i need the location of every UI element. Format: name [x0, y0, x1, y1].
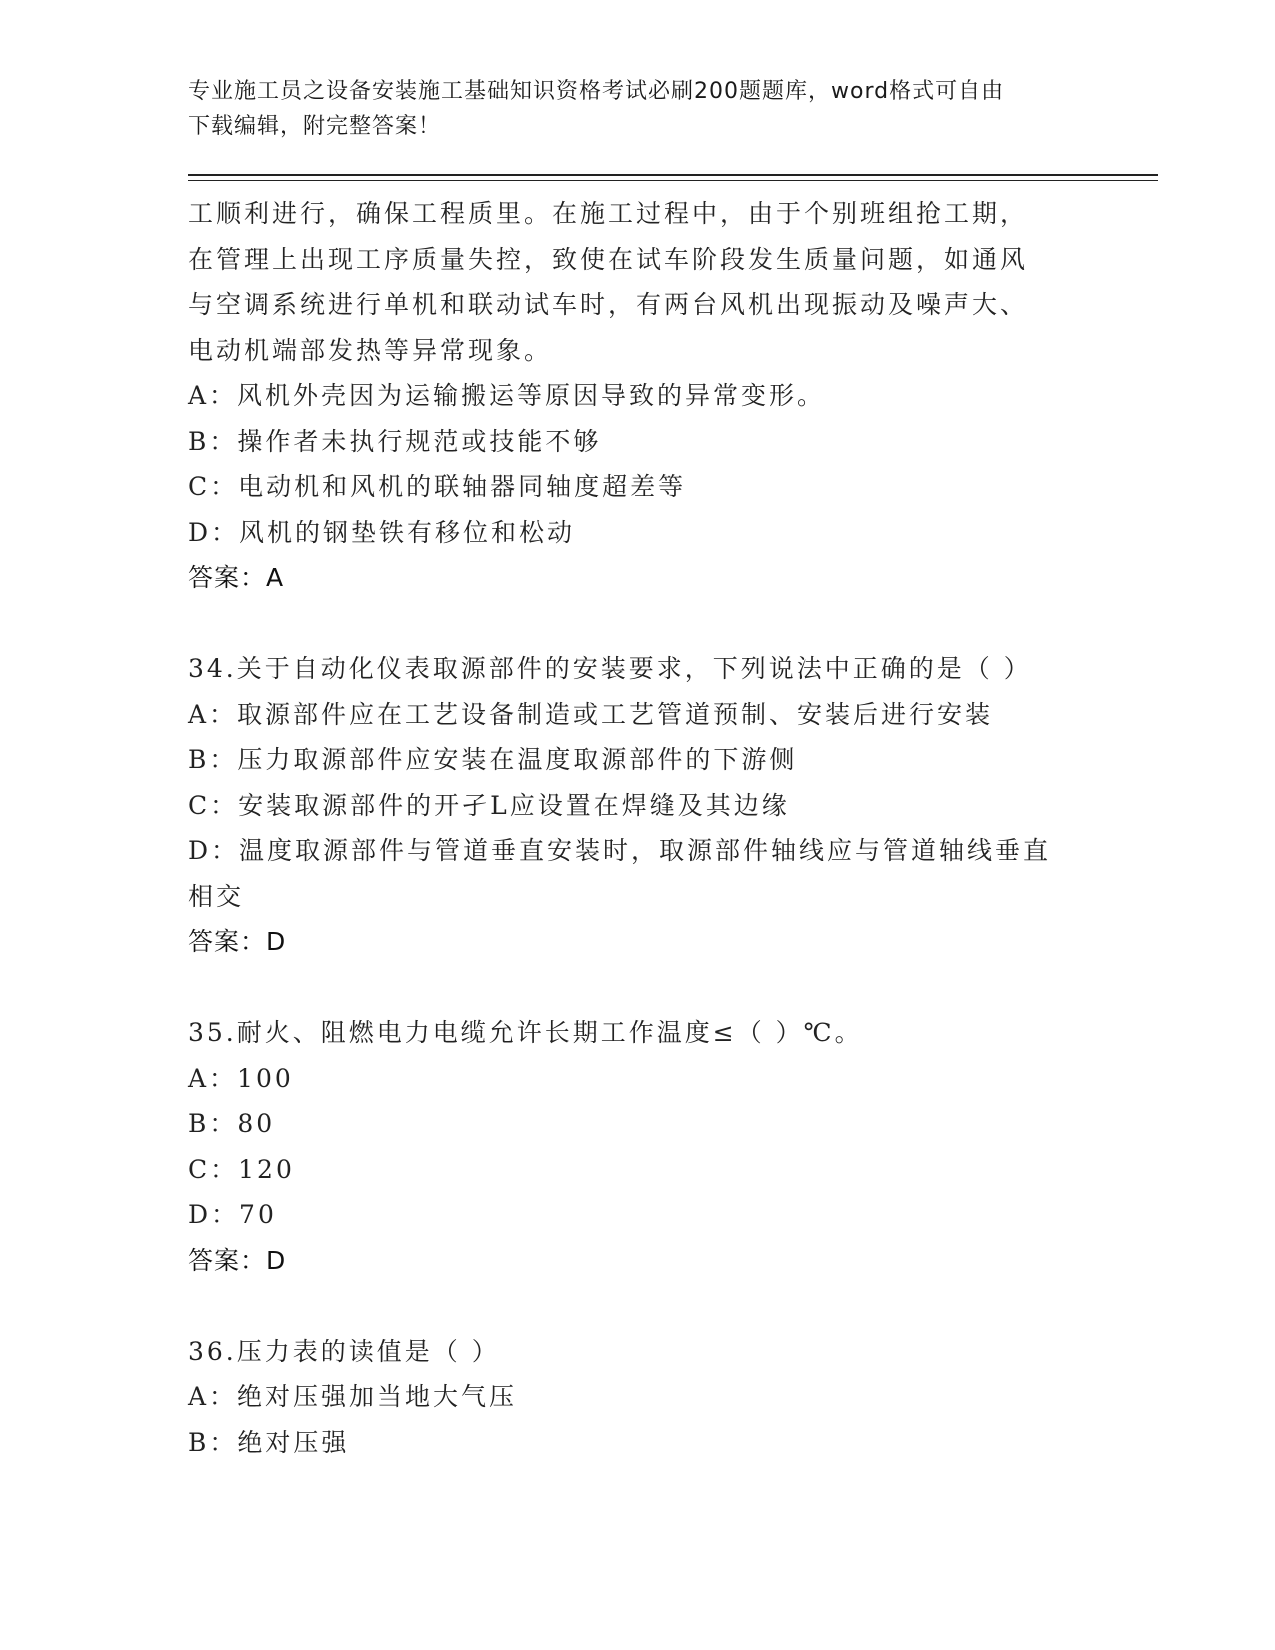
- option-d: D：风机的钢垫铁有移位和松动: [188, 517, 576, 547]
- option-a: A：风机外壳因为运输搬运等原因导致的异常变形。: [188, 381, 826, 410]
- option-d-continuation: 相交: [188, 881, 245, 911]
- header-title-line-1: 专业施工员之设备安装施工基础知识资格考试必刷200题题库，word格式可自由: [188, 79, 1005, 104]
- spacer: [188, 601, 1088, 647]
- question-34: [188, 646, 1088, 965]
- option-c: C：安装取源部件的开孑L应设置在焊缝及其边缘: [188, 790, 790, 820]
- header-rule-thick: [188, 174, 1158, 176]
- question-stem: 35.耐火、阻燃电力电缆允许长期工作温度≤（ ）℃。: [188, 1018, 863, 1047]
- question-stem-line: 在管理上出现工序质量失控，致使在试车阶段发生质量问题，如通风: [188, 244, 1029, 274]
- option-a: A：绝对压强加当地大气压: [188, 1382, 518, 1411]
- option-d: D：70: [188, 1200, 277, 1229]
- question-stem: 36.压力表的读值是（ ）: [188, 1336, 500, 1366]
- header-rule-thin: [188, 180, 1158, 181]
- option-c: C：电动机和风机的联轴器同轴度超差等: [188, 472, 687, 501]
- question-stem: 34.关于自动化仪表取源部件的安装要求，下列说法中正确的是（ ）: [188, 654, 1032, 683]
- option-b: B：80: [188, 1109, 276, 1138]
- option-b: B：压力取源部件应安装在温度取源部件的下游侧: [188, 745, 798, 774]
- question-35: [188, 1010, 1088, 1283]
- question-36: [188, 1329, 1088, 1466]
- answer-line: 答案：D: [188, 927, 287, 956]
- option-d: D：温度取源部件与管道垂直安装时，取源部件轴线应与管道轴线垂直: [188, 836, 1052, 865]
- option-a: A：100: [188, 1063, 294, 1093]
- spacer: [188, 1283, 1088, 1329]
- header-title-line-2: 下载编辑，附完整答案！: [188, 114, 442, 139]
- question-content: [188, 191, 1088, 1465]
- question-33: [188, 191, 1088, 601]
- option-c: C：120: [188, 1154, 295, 1184]
- question-stem-line: 电动机端部发热等异常现象。: [188, 335, 553, 365]
- option-b: B：绝对压强: [188, 1427, 350, 1457]
- question-stem-line: 与空调系统进行单机和联动试车时，有两台风机出现振动及噪声大、: [188, 290, 1029, 319]
- document-header: [188, 74, 1068, 144]
- answer-line: 答案：D: [188, 1245, 287, 1275]
- option-b: B：操作者未执行规范或技能不够: [188, 426, 602, 456]
- spacer: [188, 965, 1088, 1011]
- question-stem-line: 工顺利进行，确保工程质里。在施工过程中，由于个别班组抢工期，: [188, 199, 1029, 228]
- answer-line: 答案：A: [188, 563, 285, 592]
- option-a: A：取源部件应在工艺设备制造或工艺管道预制、安装后进行安装: [188, 699, 994, 729]
